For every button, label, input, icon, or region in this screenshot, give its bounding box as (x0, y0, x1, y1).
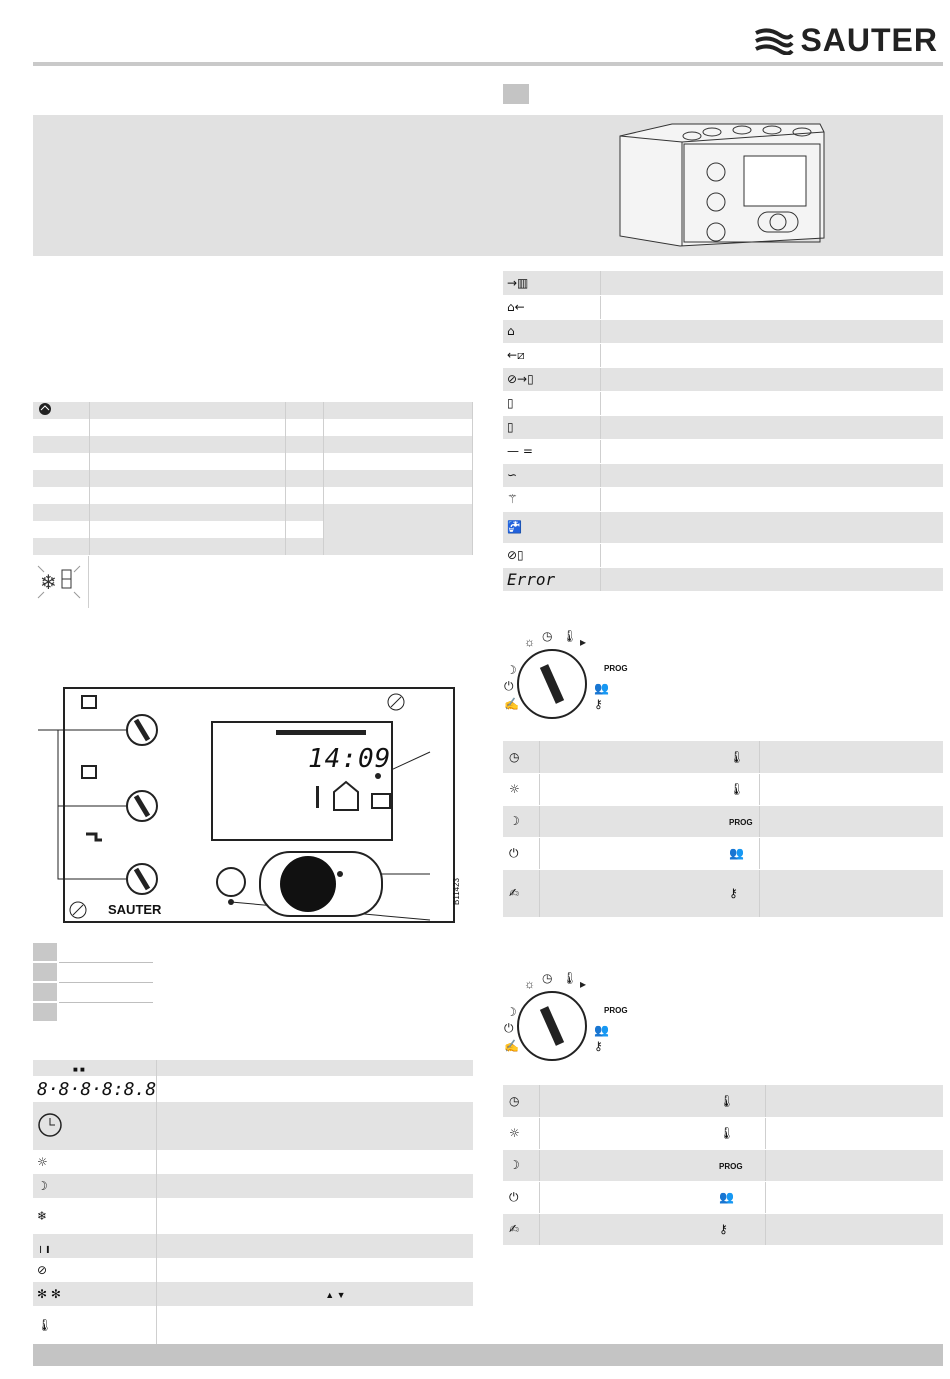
key-icon: ⚷ (713, 1213, 765, 1245)
people-icon: 👥 (713, 1181, 765, 1213)
dash-icon: — = (503, 439, 600, 463)
thermo-sun-icon: 🌡 (723, 741, 759, 773)
thermo-low-icon: 🌡 (723, 773, 759, 805)
header-symbols: ■ ■ (73, 1065, 85, 1074)
brand-name: SAUTER (800, 22, 938, 58)
svg-text:◷: ◷ (542, 629, 553, 643)
clock-icon: ◷ (503, 741, 539, 773)
hand-icon: ✍ (503, 1213, 539, 1245)
symbol-table (503, 271, 943, 592)
house-out-icon: ⌂← (503, 295, 600, 319)
sun-icon: ☼ (33, 1150, 157, 1174)
arrows: ▲ ▼ (325, 1290, 346, 1300)
tap-icon: 🚰 (503, 511, 600, 543)
radiator-flow-icon: →▥ (503, 271, 600, 295)
dial-3[interactable] (127, 864, 157, 894)
svg-text:✍: ✍ (504, 1039, 519, 1053)
prog-label-2: PROG (604, 1006, 628, 1015)
moon-icon: ☽ (33, 1174, 157, 1198)
people-icon: 👥 (723, 837, 759, 869)
prog-icon: PROG (729, 818, 753, 827)
sensor-icon: ⊘→▯ (503, 367, 600, 391)
sun-icon: ☼ (503, 773, 539, 805)
svg-text:👥: 👥 (594, 681, 609, 695)
section-marker (503, 84, 529, 104)
tank-icon: ▯ (503, 391, 600, 415)
mode-table-2 (503, 1085, 943, 1246)
svg-text:▸: ▸ (580, 977, 587, 991)
svg-text:🌡: 🌡 (562, 971, 578, 985)
svg-text:❄: ❄ (40, 570, 57, 594)
mode-dial-1 (500, 628, 660, 724)
drawing-ref: B11423 (452, 878, 461, 905)
valve-icon: ←⧄ (503, 343, 600, 367)
antenna-icon: ⚚ (503, 487, 600, 511)
curve-icon: ∽ (503, 463, 600, 487)
thermo-sun-icon: 🌡 (713, 1085, 765, 1117)
display-symbols-table (33, 1060, 473, 1344)
dial-1[interactable] (127, 715, 157, 745)
dial-2[interactable] (127, 791, 157, 821)
key-icon: ⚷ (723, 869, 759, 917)
house-in-icon: ⌂ (503, 319, 600, 343)
sauter-wave-icon (754, 27, 794, 55)
prog-label-1: PROG (604, 664, 628, 673)
panel-brand-label: SAUTER (108, 902, 162, 917)
heater-icon (37, 402, 53, 416)
svg-text:◷: ◷ (542, 971, 553, 985)
small-button[interactable] (217, 868, 245, 896)
pipe-icon: ╷╻ (33, 1234, 157, 1258)
svg-text:🌡: 🌡 (562, 629, 578, 643)
sun-icon: ☼ (503, 1117, 539, 1149)
error-label: Error (507, 569, 556, 589)
hand-icon: ✍ (503, 869, 539, 917)
brand-logo (754, 22, 938, 59)
pump-tank-icon: ⊘▯ (503, 543, 600, 567)
snowflake-icon: ❄ (33, 1198, 157, 1234)
frost-icon (36, 562, 82, 602)
table-divider (88, 556, 89, 608)
config-table (33, 402, 473, 555)
svg-text:✍: ✍ (504, 697, 519, 711)
mode-dial-2 (500, 970, 660, 1066)
svg-text:☼: ☼ (524, 977, 535, 991)
svg-text:☽: ☽ (506, 1005, 517, 1019)
thermo-low-icon: 🌡 (713, 1117, 765, 1149)
svg-text:⚷: ⚷ (594, 697, 603, 711)
segment-digits: 8·8·8·8:8.8 (37, 1078, 157, 1100)
svg-text:☼: ☼ (524, 635, 535, 649)
pump-icon: ⊘ (33, 1258, 157, 1282)
display-time: 14:09 (308, 744, 392, 774)
svg-text:⏻: ⏻ (504, 679, 514, 693)
svg-text:☽: ☽ (506, 663, 517, 677)
header-divider (33, 62, 943, 66)
main-knob[interactable] (280, 856, 336, 912)
moon-icon: ☽ (503, 1149, 539, 1181)
front-panel-drawing (38, 686, 478, 931)
tank-sensor-icon: ▯ (503, 415, 600, 439)
svg-text:👥: 👥 (594, 1023, 609, 1037)
fan-icon: ✻ ✻ (33, 1282, 157, 1306)
mode-table-1 (503, 741, 943, 918)
svg-text:▸: ▸ (580, 635, 587, 649)
svg-text:⏻: ⏻ (504, 1021, 514, 1035)
footer-band (33, 1344, 943, 1366)
power-icon: ⏻ (503, 837, 539, 869)
clock-icon (37, 1112, 63, 1138)
svg-text:⚷: ⚷ (594, 1039, 603, 1053)
thermometer-icon: 🌡 (33, 1306, 157, 1344)
device-image (612, 120, 830, 250)
moon-icon: ☽ (503, 805, 539, 837)
clock-icon: ◷ (503, 1085, 539, 1117)
power-icon: ⏻ (503, 1181, 539, 1213)
prog-icon: PROG (719, 1162, 743, 1171)
